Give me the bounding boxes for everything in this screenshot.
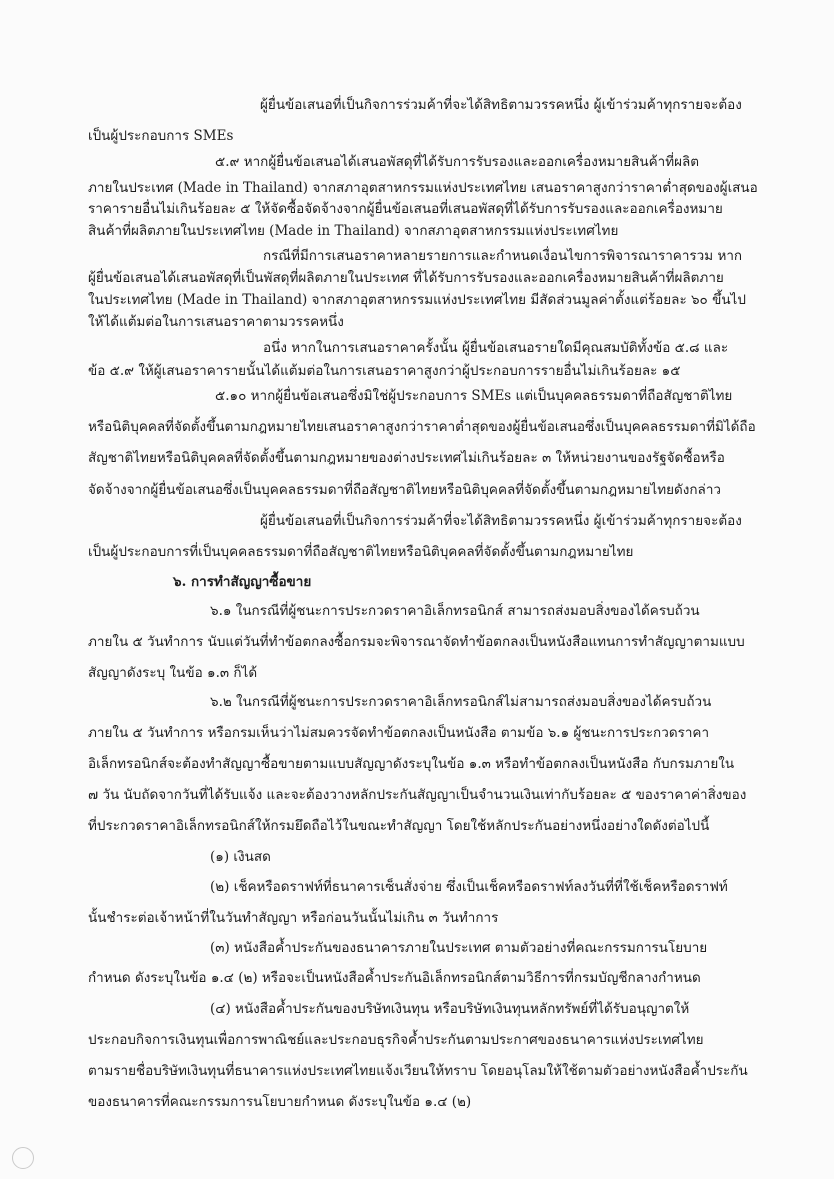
text-line: ราคารายอื่นไม่เกินร้อยละ ๕ ให้จัดซื้อจัดจ้างจากผู้ยื่นข้อเสนอที่เสนอพัสดุที่ได้รับการรับรองและออกเครื่องหมาย [88, 201, 723, 217]
text-line: ภายใน ๕ วันทำการ หรือกรมเห็นว่าไม่สมควรจัดทำข้อตกลงเป็นหนังสือ ตามข้อ ๖.๑ ผู้ชนะการประกวดราคา [88, 725, 710, 741]
text-line: กรณีที่มีการเสนอราคาหลายรายการและกำหนดเงื่อนไขการพิจารณาราคารวม หาก [263, 248, 743, 264]
text-line: ๖.๑ ในกรณีที่ผู้ชนะการประกวดราคาอิเล็กทรอนิกส์ สามารถส่งมอบสิ่งของได้ครบถ้วน [210, 603, 700, 619]
text-line: ผู้ยื่นข้อเสนอที่เป็นกิจการร่วมค้าที่จะได้สิทธิตามวรรคหนึ่ง ผู้เข้าร่วมค้าทุกรายจะต้อง [260, 97, 742, 113]
list-item: (๒) เช็คหรือดราฟท์ที่ธนาคารเซ็นสั่งจ่าย ซึ่งเป็นเช็คหรือดราฟท์ลงวันที่ที่ใช้เช็คหรือดราฟท์ [210, 879, 728, 895]
text-line: ผู้ยื่นข้อเสนอที่เป็นกิจการร่วมค้าที่จะได้สิทธิตามวรรคหนึ่ง ผู้เข้าร่วมค้าทุกรายจะต้อง [260, 513, 742, 529]
text-line: นั้นชำระต่อเจ้าหน้าที่ในวันทำสัญญา หรือก่อนวันนั้นไม่เกิน ๓ วันทำการ [88, 910, 499, 926]
text-line: จัดจ้างจากผู้ยื่นข้อเสนอซึ่งเป็นบุคคลธรรมดาที่ถือสัญชาติไทยหรือนิติบุคคลที่จัดตั้งขึ้นตามกฎหมายไทยดังกล่าว [88, 482, 721, 498]
list-item: (๓) หนังสือค้ำประกันของธนาคารภายในประเทศ ตามตัวอย่างที่คณะกรรมการนโยบาย [210, 940, 708, 956]
text-line: ๖.๒ ในกรณีที่ผู้ชนะการประกวดราคาอิเล็กทรอนิกส์ไม่สามารถส่งมอบสิ่งของได้ครบถ้วน [210, 694, 712, 710]
text-line: ของธนาคารที่คณะกรรมการนโยบายกำหนด ดังระบุในข้อ ๑.๔ (๒) [88, 1094, 472, 1110]
text-line: กำหนด ดังระบุในข้อ ๑.๔ (๒) หรือจะเป็นหนังสือค้ำประกันอิเล็กทรอนิกส์ตามวิธีการที่กรมบัญชีกลางกำหนด [88, 970, 701, 986]
text-line: สัญชาติไทยหรือนิติบุคคลที่จัดตั้งขึ้นตามกฎหมายของต่างประเทศไม่เกินร้อยละ ๓ ให้หน่วยงานของรัฐจัดซื้อหรือ [88, 450, 725, 466]
text-line: อิเล็กทรอนิกส์จะต้องทำสัญญาซื้อขายตามแบบสัญญาดังระบุในข้อ ๑.๓ หรือทำข้อตกลงเป็นหนังสือ กับกรมภายใน [88, 756, 735, 772]
text-line: สินค้าที่ผลิตภายในประเทศไทย (Made in Thailand) จากสภาอุตสาหกรรมแห่งประเทศไทย [88, 223, 619, 239]
text-line: ในประเทศไทย (Made in Thailand) จากสภาอุตสาหกรรมแห่งประเทศไทย มีสัดส่วนมูลค่าตั้งแต่ร้อยละ ๖๐ ขึ้นไป [88, 292, 746, 308]
text-line: ตามรายชื่อบริษัทเงินทุนที่ธนาคารแห่งประเทศไทยแจ้งเวียนให้ทราบ โดยอนุโลมให้ใช้ตามตัวอย่างหนังสือค้ำประกัน [88, 1063, 748, 1079]
section-heading: ๖. การทำสัญญาซื้อขาย [173, 574, 312, 590]
text-line: สัญญาดังระบุ ในข้อ ๑.๓ ก็ได้ [88, 665, 258, 681]
text-line: ๕.๑๐ หากผู้ยื่นข้อเสนอซึ่งมิใช่ผู้ประกอบการ SMEs แต่เป็นบุคคลธรรมดาที่ถือสัญชาติไทย [215, 388, 733, 404]
text-line: เป็นผู้ประกอบการ SMEs [88, 128, 234, 144]
text-line: ประกอบกิจการเงินทุนเพื่อการพาณิชย์และประกอบธุรกิจค้ำประกันตามประกาศของธนาคารแห่งประเทศไทย [88, 1032, 704, 1048]
text-line: ให้ได้แต้มต่อในการเสนอราคาตามวรรคหนึ่ง [88, 314, 344, 330]
text-line: ภายในประเทศ (Made in Thailand) จากสภาอุตสาหกรรมแห่งประเทศไทย เสนอราคาสูงกว่าราคาต่ำสุดของผู้เสนอ [88, 180, 758, 196]
text-line: อนึ่ง หากในการเสนอราคาครั้งนั้น ผู้ยื่นข้อเสนอรายใดมีคุณสมบัติทั้งข้อ ๕.๘ และ [263, 340, 729, 356]
text-line: เป็นผู้ประกอบการที่เป็นบุคคลธรรมดาที่ถือสัญชาติไทยหรือนิติบุคคลที่จัดตั้งขึ้นตามกฎหมายไทย [88, 544, 634, 560]
list-item: (๑) เงินสด [210, 849, 271, 865]
list-item: (๔) หนังสือค้ำประกันของบริษัทเงินทุน หรือบริษัทเงินทุนหลักทรัพย์ที่ได้รับอนุญาตให้ [210, 1001, 690, 1017]
text-line: ที่ประกวดราคาอิเล็กทรอนิกส์ให้กรมยึดถือไว้ในขณะทำสัญญา โดยใช้หลักประกันอย่างหนึ่งอย่างใดดังต่อไปนี้ [88, 818, 710, 834]
text-line: ภายใน ๕ วันทำการ นับแต่วันที่ทำข้อตกลงซื้อกรมจะพิจารณาจัดทำข้อตกลงเป็นหนังสือแทนการทำสัญญาตามแบบ [88, 634, 745, 650]
text-line: ๗ วัน นับถัดจากวันที่ได้รับแจ้ง และจะต้องวางหลักประกันสัญญาเป็นจำนวนเงินเท่ากับร้อยละ ๕ ของราคาค่าสิ่งของ [88, 787, 747, 803]
text-line: ผู้ยื่นข้อเสนอได้เสนอพัสดุที่เป็นพัสดุที่ผลิตภายในประเทศ ที่ได้รับการรับรองและออกเครื่องหมายสินค้าที่ผลิตภาย [88, 270, 724, 286]
text-line: ข้อ ๕.๙ ให้ผู้เสนอราคารายนั้นได้แต้มต่อในการเสนอราคาสูงกว่าผู้ประกอบการรายอื่นไม่เกินร้อยละ ๑๕ [88, 363, 681, 379]
text-line: ๕.๙ หากผู้ยื่นข้อเสนอได้เสนอพัสดุที่ได้รับการรับรองและออกเครื่องหมายสินค้าที่ผลิต [215, 154, 700, 170]
scan-stamp-mark [12, 1147, 34, 1169]
text-line: หรือนิติบุคคลที่จัดตั้งขึ้นตามกฎหมายไทยเสนอราคาสูงกว่าราคาต่ำสุดของผู้ยื่นข้อเสนอซึ่งเป็นบุคคลธรรมดาที่มิได้ถือ [88, 419, 756, 435]
